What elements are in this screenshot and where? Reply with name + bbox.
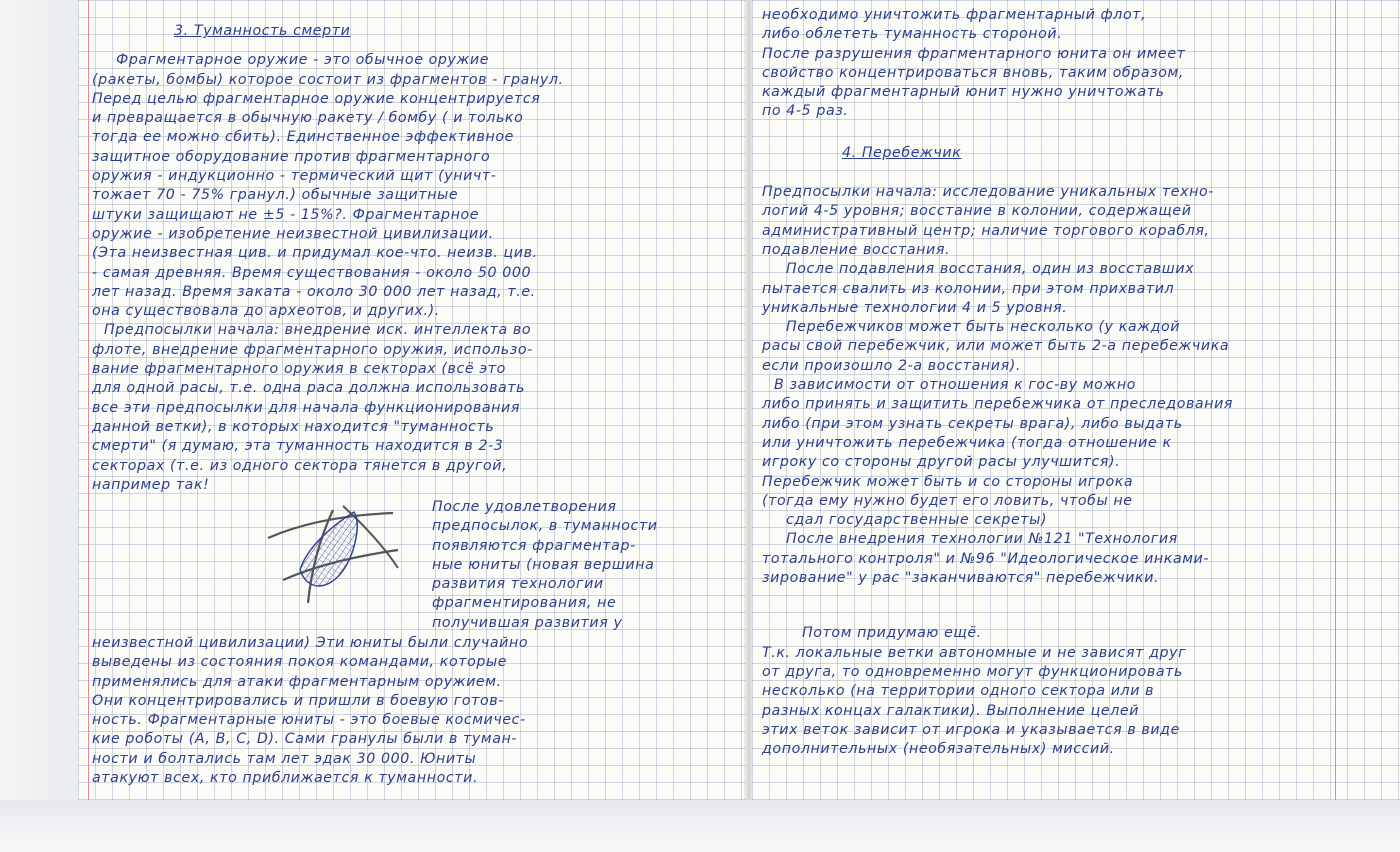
text-line: Предпосылки начала: внедрение иск. интеллекта во [104, 322, 532, 339]
scan-edge [0, 0, 78, 812]
text-line: этих веток зависит от игрока и указывается в виде [762, 721, 1180, 738]
text-line: выведены из состояния покоя командами, которые [92, 654, 508, 671]
text-line: или уничтожить перебежчика (тогда отношение к [762, 434, 1172, 451]
text-line: предпосылок, в туманности [432, 518, 658, 535]
left-block-1 [92, 51, 742, 495]
text-line: либо принять и защитить перебежчика от преследования [762, 396, 1234, 413]
text-line: все эти предпосылки для начала функционирования [92, 399, 520, 416]
text-line: свойство концентрироваться вновь, таким образом, [762, 64, 1184, 81]
text-line: ности и болтались там лет эдак 30 000. Юниты [92, 750, 477, 767]
text-line: уникальные технологии 4 и 5 уровня. [762, 299, 1068, 316]
text-line: игроку со стороны другой расы улучшится). [762, 454, 1121, 471]
text-line: кие роботы (A, B, C, D). Сами гранулы были в туман- [92, 731, 518, 748]
text-line: зирование" у рас "заканчиваются" перебежчики. [762, 570, 1160, 587]
text-line: по 4-5 раз. [762, 103, 849, 120]
side-text [430, 498, 740, 633]
text-line: (Эта неизвестная цив. и придумал кое-что. неизв. цив. [92, 245, 538, 262]
text-line: вание фрагментарного оружия в секторах (всё это [92, 361, 506, 378]
text-line: После разрушения фрагментарного юнита он имеет [762, 45, 1186, 62]
text-line: (ракеты, бомбы) которое состоит из фрагментов - гранул. [92, 71, 564, 88]
text-line: ность. Фрагментарные юниты - это боевые космичес- [92, 712, 526, 729]
section-heading: 3. Туманность смерти [174, 23, 351, 39]
text-line: несколько (на территории одного сектора или в [762, 683, 1155, 700]
text-line: разных концах галактики). Выполнение целей [762, 702, 1140, 719]
text-line: каждый фрагментарный юнит нужно уничтожать [762, 84, 1165, 101]
text-line: появляются фрагментар- [432, 537, 636, 554]
text-line: Перед целью фрагментарное оружие концентрируется [92, 90, 541, 107]
text-line: Фрагментарное оружие - это обычное оружие [116, 52, 490, 69]
text-line: оружие - изобретение неизвестной цивилизации. [92, 225, 494, 242]
text-line: развития технологии [432, 576, 604, 593]
text-line: Перебежчик может быть и со стороны игрока [762, 473, 1134, 490]
text-line: лет назад. Время заката - около 30 000 лет назад, т.е. [92, 283, 536, 300]
text-line: либо (при этом узнать секреты врага), либо выдать [762, 415, 1183, 432]
right-block-0 [762, 6, 1398, 122]
text-line: флоте, внедрение фрагментарного оружия, использо- [92, 341, 533, 358]
text-line: После внедрения технологии №121 "Технология [786, 531, 1178, 548]
text-line: неизвестной цивилизации) Эти юниты были случайно [92, 635, 529, 651]
text-line: получившая развития у [432, 614, 623, 631]
text-line: для одной расы, т.е. одна раса должна использовать [92, 380, 526, 397]
right-block-1 [762, 183, 1398, 588]
left-margin-line [88, 0, 89, 812]
text-line: ные юниты (новая вершина [432, 556, 655, 573]
text-line: расы свой перебежчик, или может быть 2-а перебежчика [762, 338, 1230, 355]
nebula-sketch [258, 498, 408, 608]
text-line: применялись для атаки фрагментарным оружием. [92, 673, 502, 690]
text-line: пытается свалить из колонии, при этом прихватил [762, 280, 1175, 297]
text-line: тогда ее можно сбить). Единственное эффективное [92, 129, 514, 146]
text-line: например так! [92, 476, 210, 493]
text-line: административный центр; наличие торгового корабля, [762, 222, 1210, 239]
text-line: необходимо уничтожить фрагментарный флот, [762, 7, 1147, 23]
scan-bottom-shadow [0, 800, 1400, 852]
text-line: данной ветки), в которых находится "туманность [92, 418, 495, 435]
text-line: подавление восстания. [762, 241, 951, 258]
text-line: Перебежчиков может быть несколько (у каждой [786, 319, 1181, 336]
text-line: После подавления восстания, один из восставших [786, 261, 1195, 278]
right-block-2 [762, 624, 1398, 759]
text-line: секторах (т.е. из одного сектора тянется в другой, [92, 457, 508, 474]
text-line: если произошло 2-а восстания). [762, 357, 1022, 374]
text-line: После удовлетворения [432, 499, 617, 515]
text-line: фрагментирования, не [432, 595, 617, 612]
left-block-2 [92, 634, 742, 788]
text-line: (тогда ему нужно будет его ловить, чтобы не [762, 492, 1133, 509]
right-page [752, 0, 1400, 812]
text-line: Они концентрировались и пришли в боевую готов- [92, 692, 504, 709]
text-line: защитное оборудование против фрагментарного [92, 148, 491, 165]
left-page [78, 0, 746, 812]
text-line: смерти" (я думаю, эта туманность находится в 2-3 [92, 438, 504, 455]
right-page-text [762, 6, 1398, 759]
text-line: либо облететь туманность стороной. [762, 26, 1063, 43]
text-line: она существовала до археотов, и других.). [92, 303, 440, 320]
text-line: дополнительных (необязательных) миссий. [762, 741, 1115, 758]
text-line: от друга, то одновременно могут функционировать [762, 663, 1184, 680]
text-line: Потом придумаю ещё. [802, 625, 982, 642]
text-line: сдал государственные секреты) [786, 512, 1048, 529]
section-heading: 4. Перебежчик [842, 144, 962, 161]
text-line: и превращается в обычную ракету / бомбу ( и только [92, 110, 524, 127]
text-line: тотального контроля" и №96 "Идеологическое инками- [762, 550, 1210, 567]
text-line: атакуют всех, кто приближается к туманности. [92, 770, 479, 787]
text-line: Т.к. локальные ветки автономные и не зависят друг [762, 644, 1187, 661]
text-line: оружия - индукционно - термический щит (уничт- [92, 168, 497, 185]
text-line: Предпосылки начала: исследование уникальных техно- [762, 184, 1214, 201]
text-line: тожает 70 - 75% гранул.) обычные защитные [92, 187, 459, 204]
left-page-text [92, 22, 742, 495]
text-line: логий 4-5 уровня; восстание в колонии, содержащей [762, 203, 1192, 220]
text-line: штуки защищают не ±5 - 15%?. Фрагментарное [92, 206, 480, 223]
text-line: В зависимости от отношения к гос-ву можно [774, 377, 1136, 394]
nebula-shape [300, 512, 357, 586]
text-line: - самая древняя. Время существования - около 50 000 [92, 264, 532, 281]
